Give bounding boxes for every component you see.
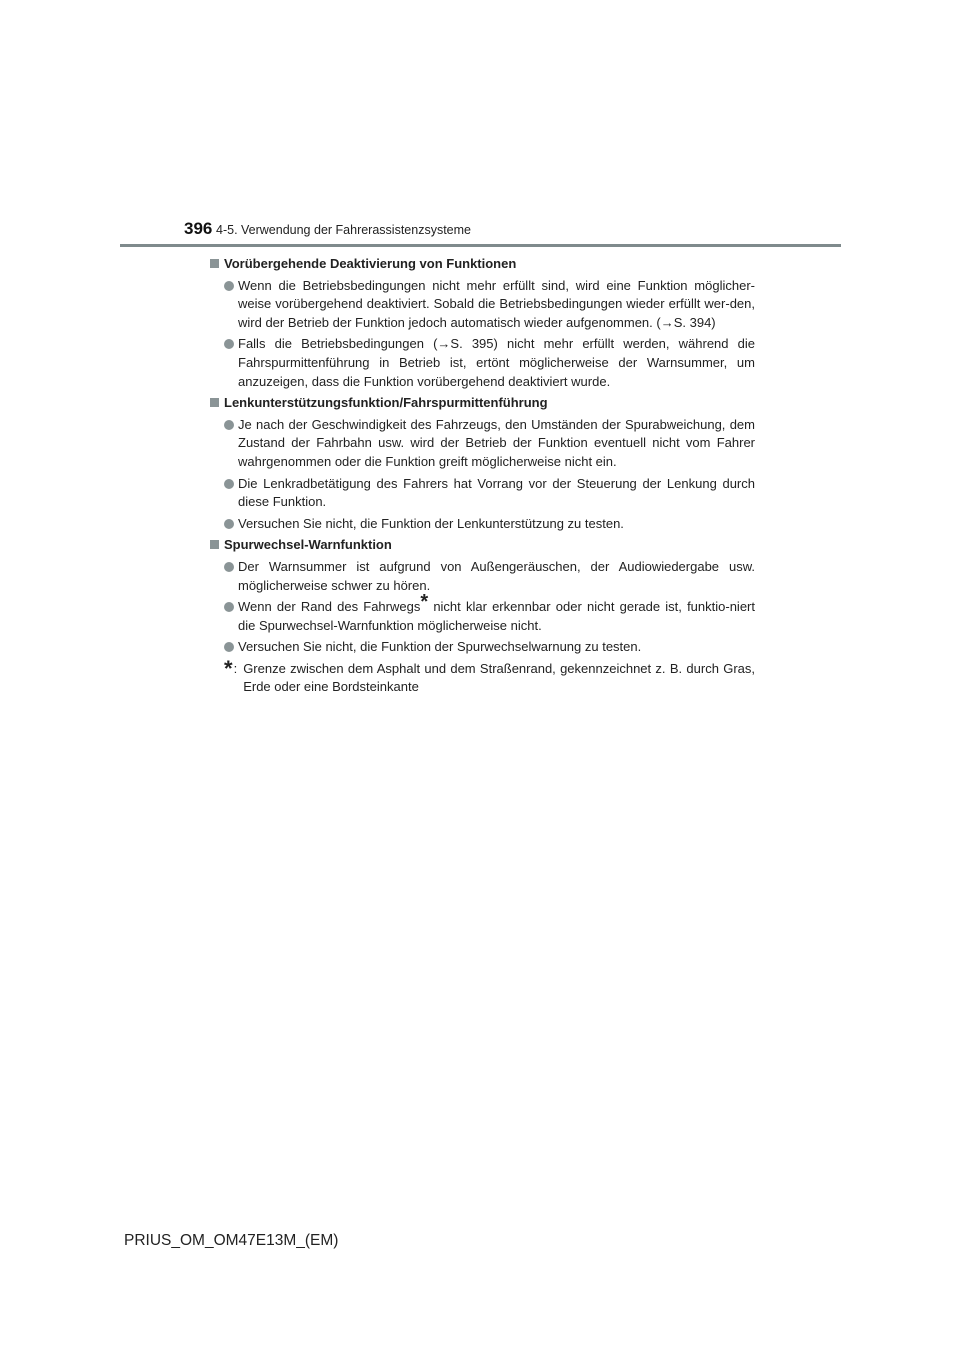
- round-bullet-icon: [224, 562, 234, 572]
- list-item-text: Versuchen Sie nicht, die Funktion der Lenkunterstützung zu testen.: [238, 515, 624, 531]
- list-item-text: Je nach der Geschwindigkeit des Fahrzeugs, den Umständen der Spurabweichung, dem Zustand der Fahrbahn usw. wird der Betrieb der Funktion eventuell nicht vom Fahrer wahrgenommen oder die Funktion greift möglicherweise nicht ein.: [238, 416, 755, 469]
- list-item: [224, 277, 755, 333]
- round-bullet-icon: [224, 519, 234, 529]
- list-item: [224, 591, 755, 635]
- list-item: [224, 416, 755, 472]
- list-item: [224, 335, 755, 391]
- list-item: [224, 638, 755, 657]
- list-item: [224, 558, 755, 595]
- list-item: [224, 475, 755, 512]
- footnote-text: Grenze zwischen dem Asphalt und dem Straßenrand, gekennzeichnet z. B. durch Gras, Erde oder eine Bordsteinkante: [243, 660, 755, 695]
- section-heading-text: Spurwechsel-Warnfunktion: [224, 537, 392, 553]
- list-item-text: Falls die Betriebsbedingungen (→S. 395) nicht mehr erfüllt werden, während die Fahrspurmittenführung in Betrieb ist, ertönt möglicherweise der Warnsummer, um anzuzeigen, dass die Funktion vorübergehend deaktiviert wurde.: [238, 336, 755, 389]
- round-bullet-icon: [224, 339, 234, 349]
- page-header: [0, 0, 960, 250]
- section-heading: [210, 536, 755, 555]
- round-bullet-icon: [224, 479, 234, 489]
- footnote-marker: *: [420, 591, 429, 614]
- header-divider: [120, 244, 841, 247]
- list-item-text: Die Lenkradbetätigung des Fahrers hat Vorrang vor der Steuerung der Lenkung durch diese Funktion.: [238, 475, 755, 510]
- list-item-text: Wenn die Betriebsbedingungen nicht mehr erfüllt sind, wird eine Funktion möglicher-weise vorübergehend deaktiviert. Sobald die Betriebsbedingungen wieder erfüllt wer-den, wird der Betrieb der Funktion jedoch automatisch wieder aufgenommen. (→S. 394): [238, 277, 755, 330]
- footnote: [224, 655, 755, 697]
- list-item-text-start: Wenn der Rand des Fahrwegs: [238, 599, 421, 615]
- section-heading: [210, 394, 755, 413]
- list-item-text: Versuchen Sie nicht, die Funktion der Spurwechselwarnung zu testen.: [238, 639, 642, 655]
- round-bullet-icon: [224, 602, 234, 612]
- list-item-text-end: nicht klar erkennbar oder nicht gerade ist, funktio-niert die Spurwechsel-Warnfunktion möglicherweise nicht.: [238, 599, 755, 633]
- list-item: [224, 515, 755, 534]
- section-heading-text: Lenkunterstützungsfunktion/Fahrspurmittenführung: [224, 395, 548, 411]
- list-item-text: [238, 591, 755, 635]
- square-bullet-icon: [210, 398, 219, 407]
- page-number: 396: [184, 219, 213, 238]
- section-heading-text: Vorübergehende Deaktivierung von Funktionen: [224, 256, 517, 271]
- footnote-marker: *: [224, 655, 233, 681]
- page-content: [210, 255, 755, 697]
- round-bullet-icon: [224, 281, 234, 291]
- square-bullet-icon: [210, 259, 219, 268]
- section-heading: [210, 255, 755, 274]
- round-bullet-icon: [224, 420, 234, 430]
- round-bullet-icon: [224, 642, 234, 652]
- list-item-text: Der Warnsummer ist aufgrund von Außengeräuschen, der Audiowiedergabe usw. möglicherweise schwer zu hören.: [238, 558, 755, 593]
- square-bullet-icon: [210, 540, 219, 549]
- section-title: 4-5. Verwendung der Fahrerassistenzsysteme: [216, 223, 471, 237]
- footnote-colon: :: [233, 660, 238, 676]
- document-code: PRIUS_OM_OM47E13M_(EM): [124, 1232, 339, 1249]
